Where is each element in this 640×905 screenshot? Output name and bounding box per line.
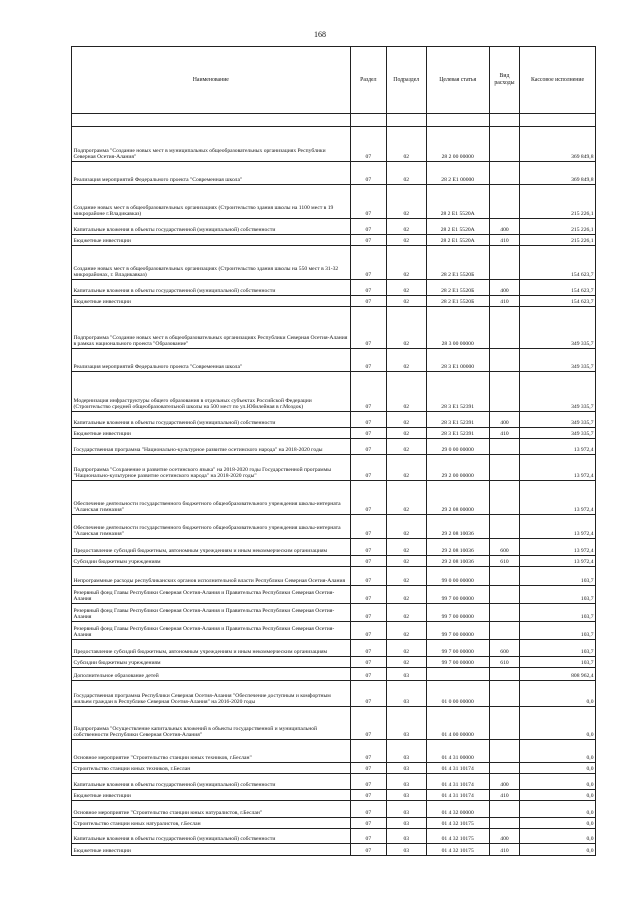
row-amount: 103,7	[520, 657, 596, 668]
row-section: 07	[350, 280, 386, 296]
row-expense-type	[489, 307, 519, 349]
spacer-cell	[520, 114, 596, 127]
table-row	[72, 235, 596, 246]
row-section: 07	[350, 219, 386, 235]
row-expense-type: 410	[489, 235, 519, 246]
table-row	[72, 829, 596, 844]
row-target-article: 01 4 32 10175	[426, 829, 489, 844]
row-amount: 103,7	[520, 586, 596, 604]
row-subsection: 02	[387, 349, 427, 372]
table-row	[72, 455, 596, 481]
row-target-article: 99 7 00 00000	[426, 657, 489, 668]
row-amount: 154 623,7	[520, 280, 596, 296]
row-amount: 0,0	[520, 763, 596, 774]
row-section: 07	[350, 801, 386, 818]
row-subsection: 03	[387, 763, 427, 774]
row-expense-type: 410	[489, 790, 519, 801]
row-section: 07	[350, 567, 386, 586]
table-row	[72, 280, 596, 296]
spacer-cell	[426, 114, 489, 127]
row-target-article: 29 2 08 10036	[426, 556, 489, 567]
row-expense-type	[489, 455, 519, 481]
row-expense-type: 400	[489, 829, 519, 844]
row-amount: 154 623,7	[520, 296, 596, 307]
row-expense-type: 410	[489, 428, 519, 439]
row-subsection: 02	[387, 162, 427, 185]
row-name: Основное мероприятие "Строительство станции юных натуралистов, г.Беслан"	[72, 801, 351, 818]
row-section: 07	[350, 481, 386, 515]
row-expense-type: 600	[489, 539, 519, 556]
row-name: Субсидии бюджетным учреждениям	[72, 657, 351, 668]
row-name: Подпрограмма "Создание новых мест в муниципальных общеобразовательных организациях Республики Северная Осетия-Алания"	[72, 127, 351, 162]
row-subsection: 02	[387, 307, 427, 349]
row-expense-type	[489, 439, 519, 455]
row-target-article: 01 4 32 10175	[426, 818, 489, 829]
row-name: Реализация мероприятий Федерального проекта "Современная школа"	[72, 349, 351, 372]
table-row	[72, 481, 596, 515]
row-expense-type	[489, 740, 519, 763]
row-target-article: 01 4 31 10174	[426, 774, 489, 790]
row-expense-type	[489, 481, 519, 515]
row-section: 07	[350, 349, 386, 372]
header-subsection: Подраздел	[387, 47, 427, 114]
row-section: 07	[350, 162, 386, 185]
table-row	[72, 162, 596, 185]
row-amount: 215 226,1	[520, 235, 596, 246]
row-name: Бюджетные инвестиции	[72, 296, 351, 307]
row-expense-type	[489, 801, 519, 818]
row-expense-type: 410	[489, 296, 519, 307]
row-subsection: 02	[387, 296, 427, 307]
row-amount: 13 972,4	[520, 439, 596, 455]
table-header	[72, 47, 596, 114]
row-section: 07	[350, 307, 386, 349]
row-expense-type: 400	[489, 219, 519, 235]
row-amount: 0,0	[520, 818, 596, 829]
row-amount: 369 849,8	[520, 127, 596, 162]
table-row	[72, 844, 596, 856]
row-target-article: 01 4 32 00000	[426, 801, 489, 818]
header-section: Раздел	[350, 47, 386, 114]
row-expense-type	[489, 604, 519, 622]
row-target-article: 28 2 E1 5520Б	[426, 296, 489, 307]
row-section: 07	[350, 412, 386, 428]
row-expense-type	[489, 586, 519, 604]
row-name: Модернизация инфраструктуры общего образования в отдельных субъектах Российской Федерации (Строительство средней общеобразовательной школы на 500 мест по ул.Юбилейная в г.Моздок)	[72, 372, 351, 412]
row-name: Резервный фонд Главы Республики Северная Осетия-Алания и Правительства Республики Северная Осетия-Алания	[72, 586, 351, 604]
row-name: Строительство станции юных натуралистов, г.Беслан	[72, 818, 351, 829]
table-row	[72, 127, 596, 162]
row-section: 07	[350, 185, 386, 219]
row-target-article: 28 3 E1 00000	[426, 349, 489, 372]
table-row	[72, 296, 596, 307]
table-row	[72, 349, 596, 372]
row-target-article: 99 0 00 00000	[426, 567, 489, 586]
row-name: Субсидии бюджетным учреждениям	[72, 556, 351, 567]
table-row	[72, 790, 596, 801]
table-row	[72, 657, 596, 668]
table-row	[72, 763, 596, 774]
header-expense-type: Вид расходы	[489, 47, 519, 114]
row-subsection: 02	[387, 439, 427, 455]
row-expense-type: 400	[489, 774, 519, 790]
row-section: 07	[350, 681, 386, 707]
table-row	[72, 681, 596, 707]
row-subsection: 02	[387, 556, 427, 567]
row-amount: 13 972,4	[520, 539, 596, 556]
row-section: 07	[350, 439, 386, 455]
table-row	[72, 774, 596, 790]
row-subsection: 03	[387, 681, 427, 707]
table-row	[72, 604, 596, 622]
row-name: Государственная программа Республики Северная Осетия-Алания "Обеспечение доступным и комфортным жильем граждан в Республике Северная Осетия-Алания" на 2016-2020 годы	[72, 681, 351, 707]
spacer-cell	[387, 114, 427, 127]
row-section: 07	[350, 640, 386, 657]
row-expense-type	[489, 622, 519, 640]
row-amount: 103,7	[520, 567, 596, 586]
row-target-article: 28 2 E1 5520Б	[426, 280, 489, 296]
row-amount: 349 335,7	[520, 372, 596, 412]
row-expense-type: 400	[489, 280, 519, 296]
row-subsection: 03	[387, 801, 427, 818]
row-section: 07	[350, 556, 386, 567]
row-expense-type	[489, 185, 519, 219]
table-row	[72, 556, 596, 567]
row-section: 07	[350, 296, 386, 307]
header-cash-execution: Кассовое исполнение	[520, 47, 596, 114]
row-subsection: 02	[387, 127, 427, 162]
row-target-article: 28 2 E1 5520А	[426, 235, 489, 246]
row-name: Подпрограмма "Осуществление капитальных вложений в объекты государственной и муниципальной собственности Республики Северная Осетия-Алания"	[72, 707, 351, 740]
table-row	[72, 818, 596, 829]
row-expense-type	[489, 372, 519, 412]
row-target-article: 01 4 00 00000	[426, 707, 489, 740]
row-target-article: 28 3 00 00000	[426, 307, 489, 349]
row-subsection: 02	[387, 412, 427, 428]
row-name: Подпрограмма "Создание новых мест в общеобразовательных организациях Республики Северная Осетия-Алания в рамках национального проекта "Образование"	[72, 307, 351, 349]
row-subsection: 02	[387, 185, 427, 219]
row-subsection: 02	[387, 640, 427, 657]
row-section: 07	[350, 539, 386, 556]
row-subsection: 02	[387, 622, 427, 640]
row-name: Создание новых мест в общеобразовательных организациях (Строительство здания школы на 1100 мест в 19 микрорайоне г.Владикавказ)	[72, 185, 351, 219]
header-name: Наименование	[72, 47, 351, 114]
row-amount: 103,7	[520, 604, 596, 622]
row-target-article: 28 3 E1 52391	[426, 428, 489, 439]
spacer-cell	[72, 114, 351, 127]
row-target-article: 29 2 00 00000	[426, 455, 489, 481]
table-row	[72, 567, 596, 586]
row-name: Капитальные вложения в объекты государственной (муниципальной) собственности	[72, 219, 351, 235]
row-subsection: 02	[387, 235, 427, 246]
row-section: 07	[350, 763, 386, 774]
row-name: Предоставление субсидий бюджетным, автономным учреждениям и иным некоммерческим организациям	[72, 539, 351, 556]
row-target-article: 29 2 08 10036	[426, 515, 489, 539]
row-section: 07	[350, 372, 386, 412]
row-section: 07	[350, 774, 386, 790]
table-row	[72, 372, 596, 412]
row-subsection: 02	[387, 515, 427, 539]
row-name: Бюджетные инвестиции	[72, 428, 351, 439]
row-target-article: 28 2 E1 5520Б	[426, 246, 489, 280]
row-name: Капитальные вложения в объекты государственной (муниципальной) собственности	[72, 774, 351, 790]
table-body	[72, 114, 596, 856]
header-target-article: Целевая статья	[426, 47, 489, 114]
table-row	[72, 707, 596, 740]
row-target-article: 01 4 32 10175	[426, 844, 489, 856]
row-target-article: 28 2 00 00000	[426, 127, 489, 162]
spacer-row	[72, 114, 596, 127]
row-expense-type	[489, 681, 519, 707]
row-expense-type: 600	[489, 640, 519, 657]
row-subsection: 03	[387, 740, 427, 763]
row-amount: 13 972,4	[520, 455, 596, 481]
row-subsection: 02	[387, 246, 427, 280]
row-section: 07	[350, 428, 386, 439]
row-amount: 349 335,7	[520, 307, 596, 349]
table-row	[72, 412, 596, 428]
row-section: 07	[350, 818, 386, 829]
row-target-article: 29 2 08 00000	[426, 481, 489, 515]
row-subsection: 03	[387, 774, 427, 790]
row-subsection: 02	[387, 481, 427, 515]
row-name: Обеспечение деятельности государственного бюджетного общеобразовательного учреждения школы-интерната "Аланская гимназия"	[72, 481, 351, 515]
spacer-cell	[350, 114, 386, 127]
row-expense-type	[489, 162, 519, 185]
table-row	[72, 439, 596, 455]
row-expense-type: 610	[489, 556, 519, 567]
row-amount: 0,0	[520, 681, 596, 707]
row-name: Бюджетные инвестиции	[72, 235, 351, 246]
row-name: Резервный фонд Главы Республики Северная Осетия-Алания и Правительства Республики Северная Осетия-Алания	[72, 622, 351, 640]
row-target-article: 01 4 31 10174	[426, 763, 489, 774]
table-row	[72, 622, 596, 640]
row-name: Бюджетные инвестиции	[72, 790, 351, 801]
row-expense-type: 400	[489, 412, 519, 428]
row-expense-type	[489, 127, 519, 162]
row-name: Капитальные вложения в объекты государственной (муниципальной) собственности	[72, 412, 351, 428]
row-expense-type	[489, 818, 519, 829]
row-name: Резервный фонд Главы Республики Северная Осетия-Алания и Правительства Республики Северная Осетия-Алания	[72, 604, 351, 622]
row-target-article: 28 2 E1 5520А	[426, 219, 489, 235]
row-subsection: 02	[387, 219, 427, 235]
row-amount: 215 226,1	[520, 185, 596, 219]
row-subsection: 02	[387, 539, 427, 556]
row-expense-type	[489, 515, 519, 539]
row-name: Реализация мероприятий Федерального проекта "Современная школа"	[72, 162, 351, 185]
row-name: Строительство станции юных техников, г.Беслан	[72, 763, 351, 774]
row-expense-type	[489, 349, 519, 372]
row-section: 07	[350, 668, 386, 681]
row-amount: 103,7	[520, 622, 596, 640]
row-target-article	[426, 668, 489, 681]
row-name: Дополнительное образование детей	[72, 668, 351, 681]
row-amount: 215 226,1	[520, 219, 596, 235]
row-amount: 0,0	[520, 801, 596, 818]
row-amount: 0,0	[520, 774, 596, 790]
row-section: 07	[350, 829, 386, 844]
budget-table	[71, 46, 596, 856]
row-section: 07	[350, 586, 386, 604]
row-amount: 808 962,4	[520, 668, 596, 681]
row-name: Бюджетные инвестиции	[72, 844, 351, 856]
row-section: 07	[350, 657, 386, 668]
row-target-article: 28 3 E1 52391	[426, 372, 489, 412]
row-target-article: 99 7 00 00000	[426, 604, 489, 622]
row-amount: 154 623,7	[520, 246, 596, 280]
row-subsection: 03	[387, 790, 427, 801]
row-amount: 13 972,4	[520, 515, 596, 539]
table-row	[72, 185, 596, 219]
row-amount: 349 335,7	[520, 428, 596, 439]
row-amount: 0,0	[520, 844, 596, 856]
row-target-article: 28 3 E1 52391	[426, 412, 489, 428]
table-row	[72, 246, 596, 280]
row-amount: 349 335,7	[520, 412, 596, 428]
table-row	[72, 307, 596, 349]
row-target-article: 29 2 08 10036	[426, 539, 489, 556]
table-row	[72, 586, 596, 604]
row-subsection: 03	[387, 829, 427, 844]
row-target-article: 29 0 00 00000	[426, 439, 489, 455]
row-subsection: 02	[387, 604, 427, 622]
row-name: Государственная программа "Национально-культурное развитие осетинского народа" на 2018-2020 годы	[72, 439, 351, 455]
row-amount: 369 849,8	[520, 162, 596, 185]
row-section: 07	[350, 127, 386, 162]
spacer-cell	[489, 114, 519, 127]
row-name: Обеспечение деятельности государственного бюджетного общеобразовательного учреждения школы-интерната "Аланская гимназия"	[72, 515, 351, 539]
row-amount: 13 972,4	[520, 556, 596, 567]
row-expense-type	[489, 567, 519, 586]
row-name: Непрограммные расходы республиканских органов исполнительной власти Республики Северная Осетия-Алания	[72, 567, 351, 586]
row-subsection: 02	[387, 280, 427, 296]
row-section: 07	[350, 235, 386, 246]
row-target-article: 99 7 00 00000	[426, 622, 489, 640]
row-target-article: 28 2 E1 00000	[426, 162, 489, 185]
row-target-article: 01 0 00 00000	[426, 681, 489, 707]
table-row	[72, 801, 596, 818]
table-row	[72, 428, 596, 439]
row-subsection: 02	[387, 428, 427, 439]
row-section: 07	[350, 604, 386, 622]
row-section: 07	[350, 740, 386, 763]
row-amount: 0,0	[520, 707, 596, 740]
row-subsection: 02	[387, 372, 427, 412]
page-number: 168	[314, 30, 326, 39]
table-row	[72, 640, 596, 657]
row-expense-type: 410	[489, 844, 519, 856]
row-subsection: 03	[387, 818, 427, 829]
row-section: 07	[350, 515, 386, 539]
row-amount: 0,0	[520, 740, 596, 763]
row-name: Основное мероприятие "Строительство станции юных техников, г.Беслан"	[72, 740, 351, 763]
table-row	[72, 740, 596, 763]
row-expense-type	[489, 246, 519, 280]
row-target-article: 28 2 E1 5520А	[426, 185, 489, 219]
row-section: 07	[350, 707, 386, 740]
row-amount: 0,0	[520, 790, 596, 801]
row-target-article: 01 4 31 00000	[426, 740, 489, 763]
row-amount: 103,7	[520, 640, 596, 657]
row-subsection: 02	[387, 567, 427, 586]
row-amount: 0,0	[520, 829, 596, 844]
row-name: Создание новых мест в общеобразовательных организациях (Строительство здания школы на 550 мест в 31-32 микрорайонах, г. Владикавказ)	[72, 246, 351, 280]
row-section: 07	[350, 790, 386, 801]
row-subsection: 02	[387, 586, 427, 604]
row-section: 07	[350, 844, 386, 856]
row-name: Капитальные вложения в объекты государственной (муниципальной) собственности	[72, 280, 351, 296]
row-subsection: 03	[387, 668, 427, 681]
row-subsection: 02	[387, 657, 427, 668]
table-row	[72, 539, 596, 556]
row-subsection: 03	[387, 844, 427, 856]
row-name: Капитальные вложения в объекты государственной (муниципальной) собственности	[72, 829, 351, 844]
row-target-article: 99 7 00 00000	[426, 640, 489, 657]
table-row	[72, 515, 596, 539]
row-name: Предоставление субсидий бюджетным, автономным учреждениям и иным некоммерческим организациям	[72, 640, 351, 657]
row-expense-type	[489, 763, 519, 774]
table-row	[72, 219, 596, 235]
row-subsection: 03	[387, 707, 427, 740]
row-name: Подпрограмма "Сохранение и развитие осетинского языка" на 2018-2020 годы Государственной программы "Национально-культурное развитие осетинского народа" на 2018-2020 годы"	[72, 455, 351, 481]
row-target-article: 99 7 00 00000	[426, 586, 489, 604]
row-section: 07	[350, 622, 386, 640]
row-section: 07	[350, 455, 386, 481]
row-expense-type: 610	[489, 657, 519, 668]
table-row	[72, 668, 596, 681]
row-section: 07	[350, 246, 386, 280]
header-row	[72, 47, 596, 114]
row-subsection: 02	[387, 455, 427, 481]
row-expense-type	[489, 707, 519, 740]
row-expense-type	[489, 668, 519, 681]
row-amount: 349 335,7	[520, 349, 596, 372]
row-amount: 13 972,4	[520, 481, 596, 515]
row-target-article: 01 4 31 10174	[426, 790, 489, 801]
